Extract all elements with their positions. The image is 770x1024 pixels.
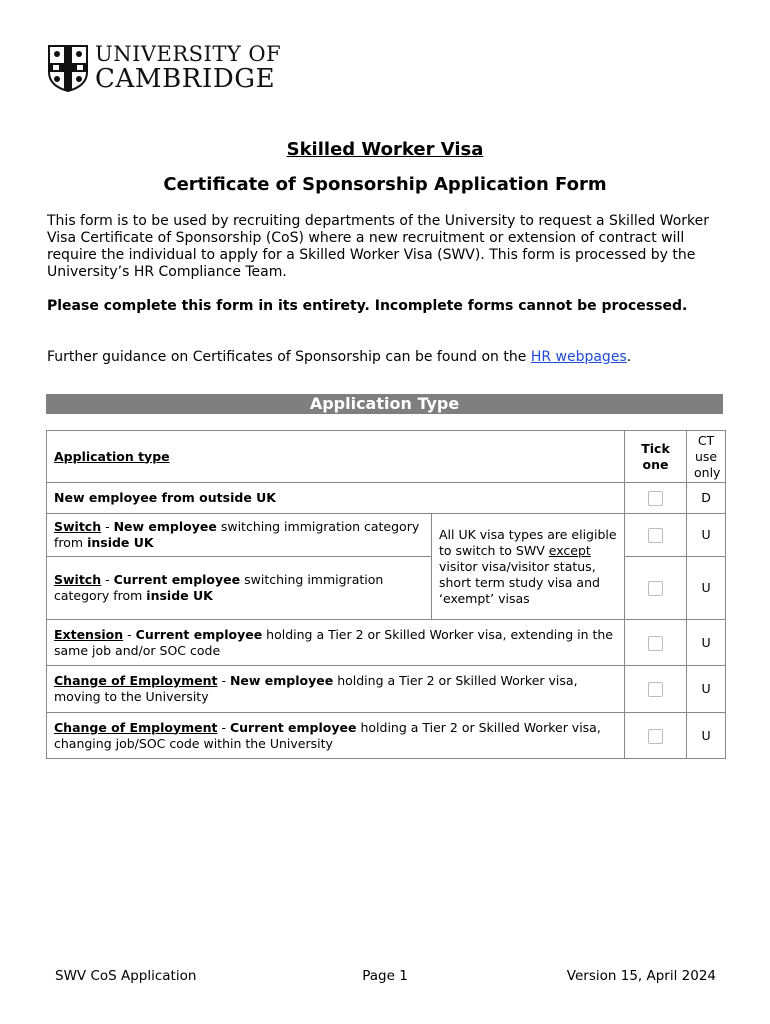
table-row-change-current-employee [47,713,726,759]
ct-code: U [687,713,726,759]
logo-line1: UNIVERSITY OF [95,42,282,66]
application-type-table [46,430,726,759]
footer-document-name: SWV CoS Application [55,968,197,984]
row-label: Switch - Current employee switching immigration category from inside UK [47,557,432,620]
section-heading-application-type: Application Type [46,394,723,414]
page-title: Skilled Worker Visa [286,139,484,160]
completion-warning: Please complete this form in its entirety. Incomplete forms cannot be processed. [47,298,688,314]
footer-page-number: Page 1 [362,968,408,984]
footer-version: Version 15, April 2024 [566,968,716,984]
switch-eligibility-note: All UK visa types are eligible to switch to SWV except visitor visa/visitor status, short term study visa and ‘exempt’ visas [432,514,625,620]
table-row-new-outside-uk [47,483,726,514]
logo-line2: CAMBRIDGE [95,64,276,94]
row-label: Switch - New employee switching immigration category from inside UK [47,514,432,557]
tick-cell [625,483,687,514]
table-header-row [47,431,726,483]
guidance-paragraph [47,349,727,366]
tick-checkbox[interactable] [648,528,663,543]
tick-cell [625,514,687,557]
intro-paragraph: This form is to be used by recruiting departments of the University to request a Skilled Worker Visa Certificate of Sponsorship (CoS) where a new recruitment or extension of contract will require the individual to apply for a Skilled Worker Visa (SWV). This form is processed by the University’s HR Compliance Team. [47,213,709,280]
row-label: Extension - Current employee holding a Tier 2 or Skilled Worker visa, extending in the same job and/or SOC code [47,620,625,666]
ct-code: U [687,620,726,666]
tick-checkbox[interactable] [648,682,663,697]
hr-webpages-link[interactable]: HR webpages [530,349,627,365]
tick-checkbox[interactable] [648,491,663,506]
row-label: New employee from outside UK [47,483,625,514]
row-label: Change of Employment - New employee holding a Tier 2 or Skilled Worker visa, moving to the University [47,666,625,713]
tick-cell [625,557,687,620]
university-logo [47,44,281,92]
tick-checkbox[interactable] [648,581,663,596]
guidance-end: . [626,349,632,365]
tick-checkbox[interactable] [648,729,663,744]
table-row-switch-current-employee [47,557,726,620]
table-row-switch-new-employee [47,514,726,557]
tick-checkbox[interactable] [648,636,663,651]
page-subtitle: Certificate of Sponsorship Application Form [163,174,607,195]
tick-cell [625,620,687,666]
tick-cell [625,713,687,759]
row-label: Change of Employment - Current employee holding a Tier 2 or Skilled Worker visa, changing job/SOC code within the University [47,713,625,759]
ct-code: U [687,514,726,557]
ct-code: D [687,483,726,514]
table-row-extension [47,620,726,666]
guidance-text: Further guidance on Certificates of Sponsorship can be found on the [47,349,531,365]
ct-code: U [687,557,726,620]
header-ct-use-only: CT use only [687,431,726,483]
tick-cell [625,666,687,713]
cambridge-crest-icon [47,44,89,92]
ct-code: U [687,666,726,713]
table-row-change-new-employee [47,666,726,713]
header-tick-one: Tick one [625,431,687,483]
header-application-type: Application type [47,431,625,483]
